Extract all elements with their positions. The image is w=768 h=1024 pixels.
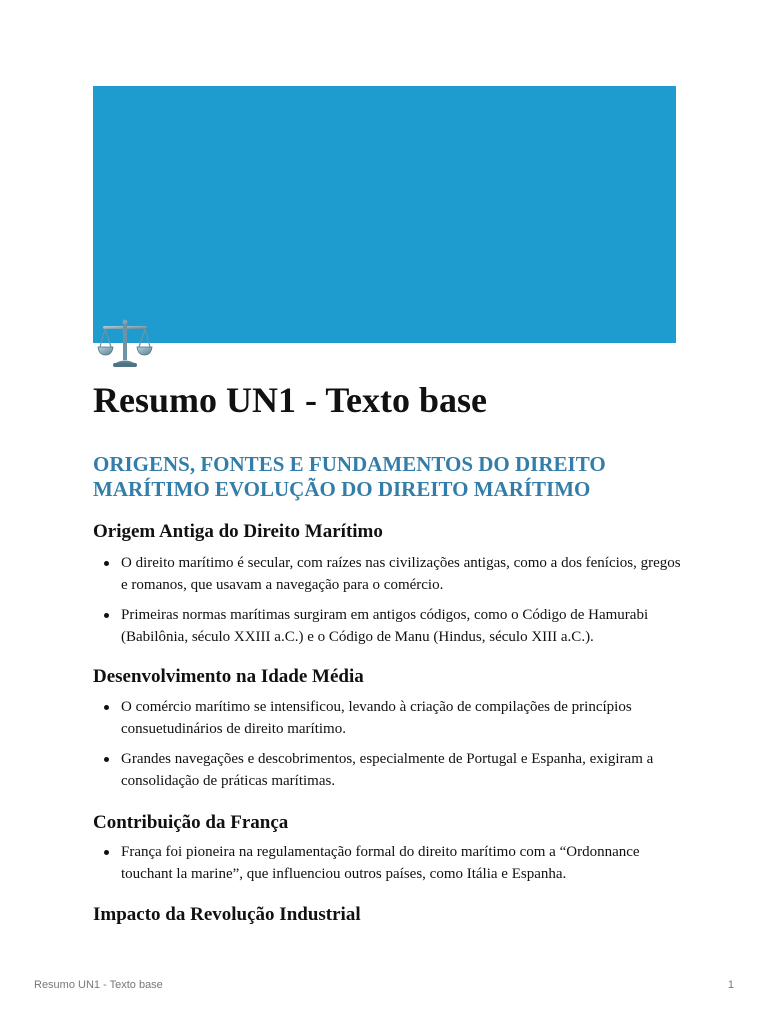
- subsection-heading: Desenvolvimento na Idade Média: [93, 666, 364, 687]
- cover-image: [93, 86, 676, 343]
- subsection-heading: Impacto da Revolução Industrial: [93, 904, 361, 925]
- section-heading: ORIGENS, FONTES E FUNDAMENTOS DO DIREITO MARÍTIMO EVOLUÇÃO DO DIREITO MARÍTIMO: [93, 452, 606, 501]
- footer-page-number: 1: [727, 979, 734, 991]
- footer-document-title: Resumo UN1 - Texto base: [34, 979, 163, 991]
- list-item: Primeiras normas marítimas surgiram em antigos códigos, como o Código de Hamurabi (Babilônia, século XXIII a.C.) e o Código de Manu (Hindus, século XIII a.C.).: [93, 604, 683, 648]
- bullet-list: [93, 696, 683, 792]
- list-item: França foi pioneira na regulamentação formal do direito marítimo com a “Ordonnance touchant la marine”, que influenciou outros países, como Itália e Espanha.: [93, 841, 683, 885]
- subsection-heading: Contribuição da França: [93, 812, 289, 833]
- list-item: O comércio marítimo se intensificou, levando à criação de compilações de princípios consuetudinários de direito marítimo.: [93, 696, 683, 740]
- list-item: O direito marítimo é secular, com raízes nas civilizações antigas, como a dos fenícios, gregos e romanos, que usavam a navegação para o comércio.: [93, 552, 683, 596]
- subsection-heading: Origem Antiga do Direito Marítimo: [93, 521, 383, 542]
- list-item: Grandes navegações e descobrimentos, especialmente de Portugal e Espanha, exigiram a consolidação de práticas marítimas.: [93, 748, 683, 792]
- bullet-list: [93, 552, 683, 648]
- page-title: Resumo UN1 - Texto base: [93, 380, 488, 420]
- bullet-list: [93, 841, 683, 885]
- balance-scale-icon: [97, 318, 155, 370]
